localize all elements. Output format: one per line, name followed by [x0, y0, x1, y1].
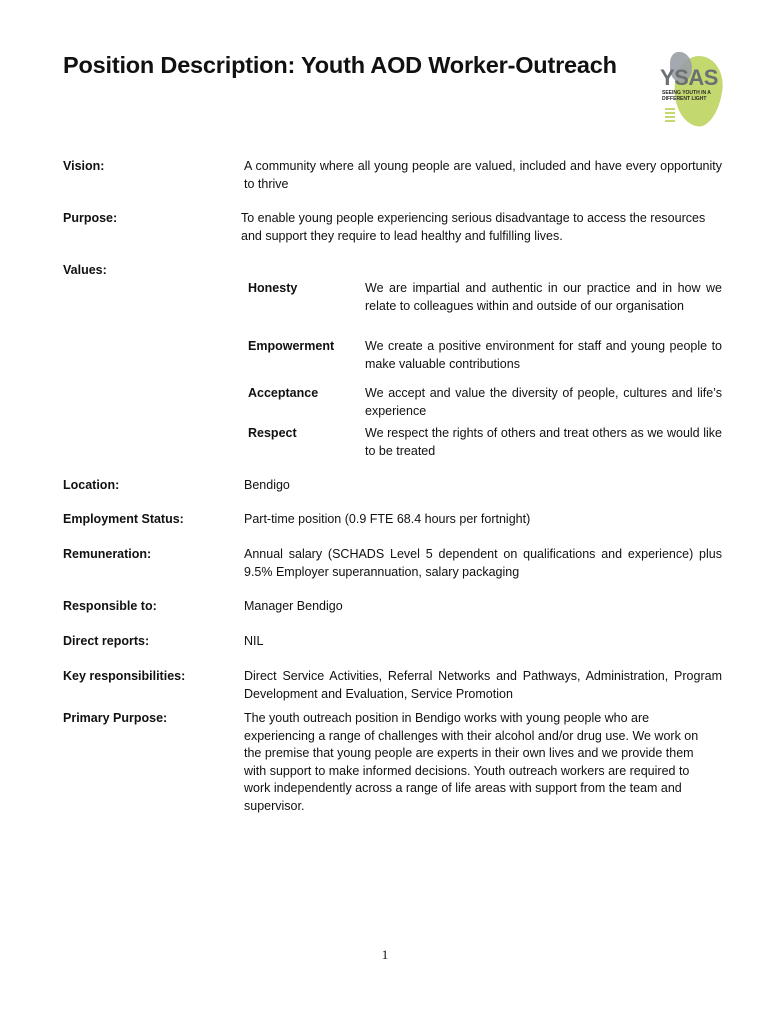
ysas-logo — [656, 52, 728, 130]
remuneration-row — [63, 546, 723, 586]
logo-name: YSAS — [660, 65, 718, 90]
vision-value: A community where all young people are valued, included and have every opportunity to thrive — [244, 159, 722, 191]
value-item — [248, 385, 722, 425]
location-value: Bendigo — [244, 478, 290, 492]
vision-row — [63, 158, 723, 198]
value-name: Respect — [248, 426, 297, 440]
value-desc: We create a positive environment for staff and young people to make valuable contributions — [365, 339, 722, 371]
page-title: Position Description: Youth AOD Worker-Outreach — [63, 52, 617, 78]
purpose-value: To enable young people experiencing serious disadvantage to access the resources and support they require to lead healthy and fulfilling lives. — [241, 211, 706, 243]
direct-reports-row — [63, 633, 723, 653]
direct-reports-label: Direct reports: — [63, 634, 150, 648]
responsible-to-label: Responsible to: — [63, 599, 157, 613]
values-row — [63, 262, 723, 282]
value-desc: We are impartial and authentic in our practice and in how we relate to colleagues within and outside of our organisation — [365, 281, 722, 313]
purpose-row — [63, 210, 723, 250]
key-responsibilities-row — [63, 668, 723, 708]
value-name: Acceptance — [248, 386, 319, 400]
responsible-to-row — [63, 598, 723, 618]
location-row — [63, 477, 723, 497]
primary-purpose-row — [63, 710, 723, 820]
value-item — [248, 425, 722, 465]
logo-tagline: SEEING YOUTH IN A DIFFERENT LIGHT — [662, 90, 711, 102]
value-name: Empowerment — [248, 339, 335, 353]
vision-label: Vision: — [63, 159, 105, 173]
remuneration-label: Remuneration: — [63, 547, 152, 561]
primary-purpose-label: Primary Purpose: — [63, 711, 168, 725]
value-name: Honesty — [248, 281, 298, 295]
value-desc: We respect the rights of others and treat others as we would like to be treated — [365, 426, 722, 458]
employment-status-label: Employment Status: — [63, 512, 184, 526]
purpose-label: Purpose: — [63, 211, 118, 225]
key-responsibilities-label: Key responsibilities: — [63, 669, 186, 683]
responsible-to-value: Manager Bendigo — [244, 599, 343, 613]
values-label: Values: — [63, 263, 107, 277]
remuneration-value: Annual salary (SCHADS Level 5 dependent on qualifications and experience) plus 9.5% Employer superannuation, salary packaging — [244, 547, 722, 579]
employment-status-value: Part-time position (0.9 FTE 68.4 hours per fortnight) — [244, 512, 531, 526]
direct-reports-value: NIL — [244, 634, 264, 648]
value-item — [248, 338, 722, 378]
employment-status-row — [63, 511, 723, 531]
primary-purpose-value: The youth outreach position in Bendigo works with young people who are experiencing a range of challenges with their alcohol and/or drug use. We work on the premise that young people are experts in their own lives and we provide them with support to make informed decisions. Youth outreach workers are required to work independently across a range of life areas with support from the team and supervisor. — [244, 711, 699, 813]
page-number: 1 — [381, 947, 389, 962]
key-responsibilities-value: Direct Service Activities, Referral Networks and Pathways, Administration, Program Development and Evaluation, Service Promotion — [244, 669, 722, 701]
value-desc: We accept and value the diversity of people, cultures and life’s experience — [365, 386, 722, 418]
location-label: Location: — [63, 478, 120, 492]
value-item — [248, 280, 722, 320]
